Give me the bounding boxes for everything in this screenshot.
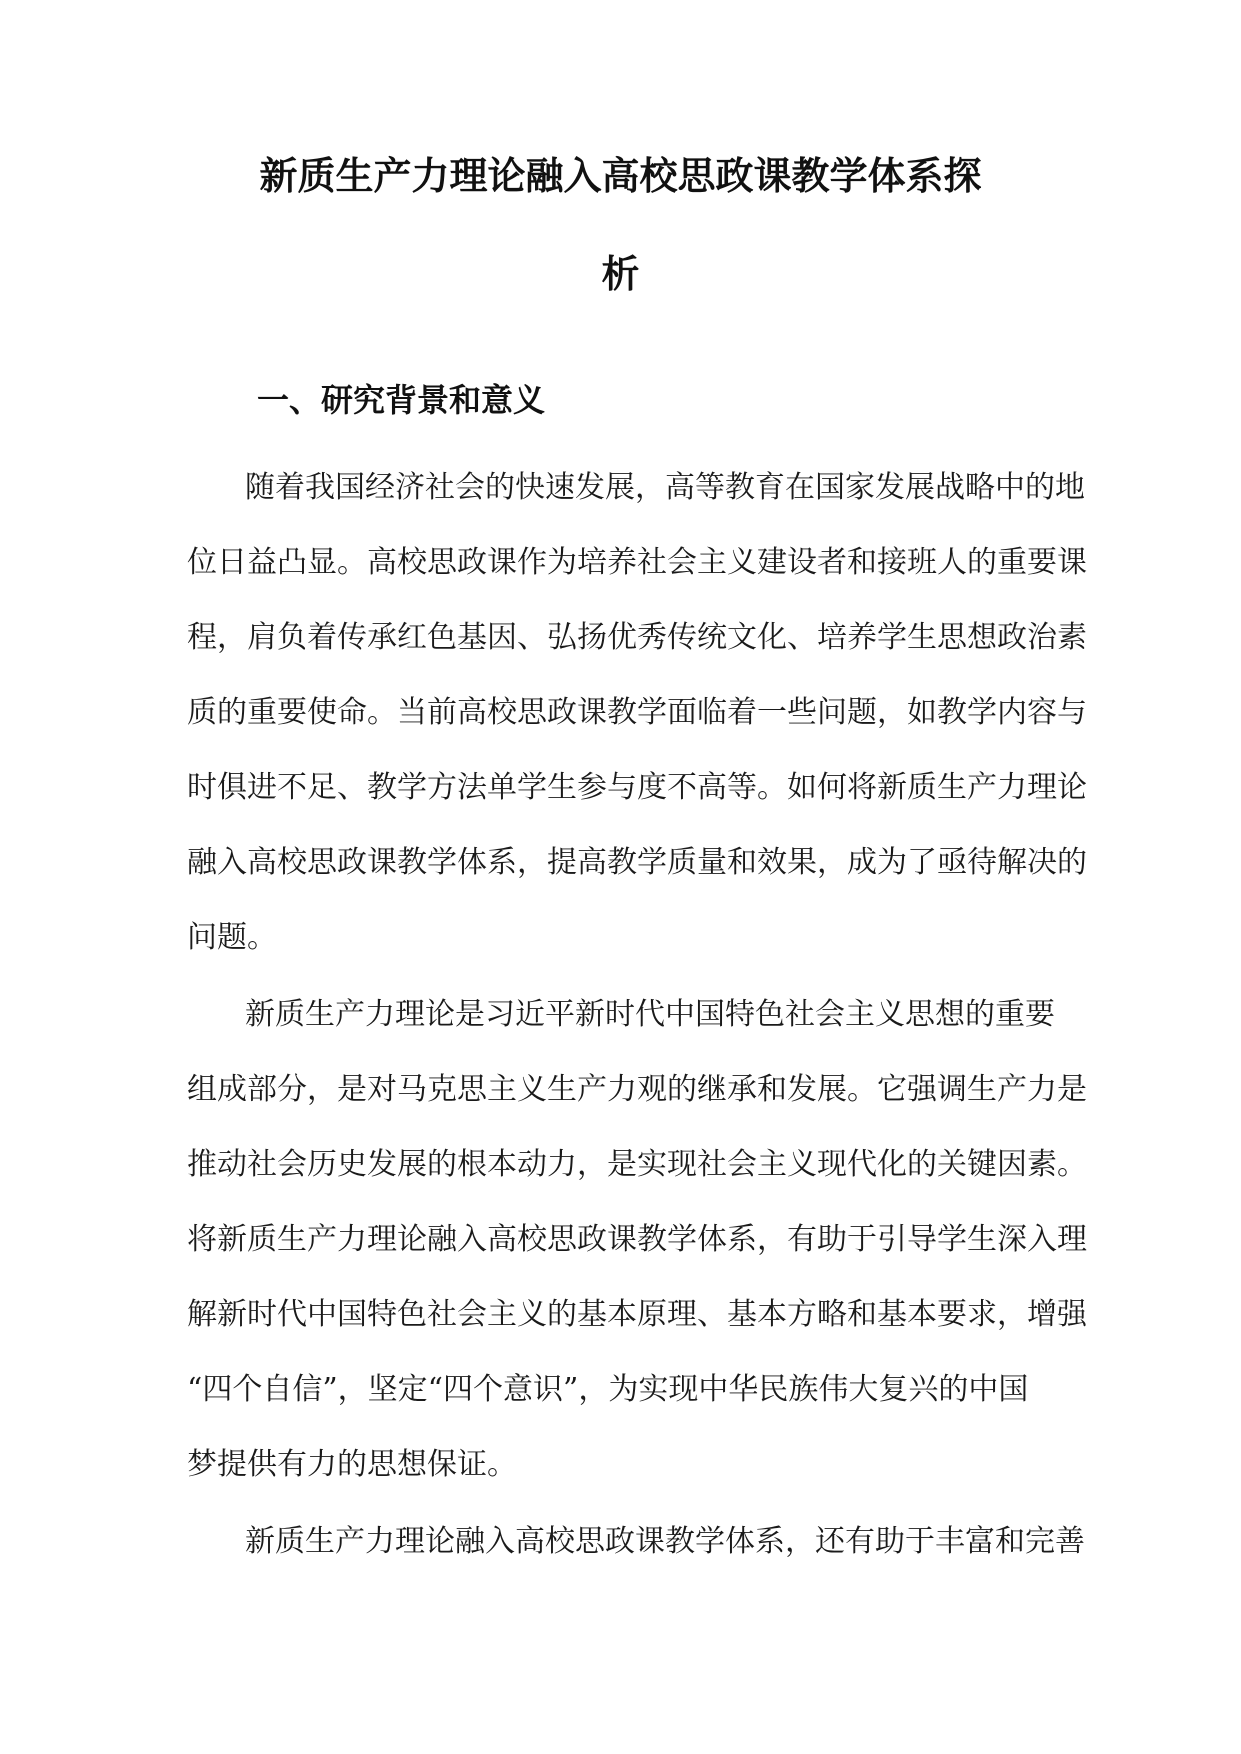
paragraph-2-line-6: “四个自信”，坚定“四个意识”，为实现中华民族伟大复兴的中国	[187, 1372, 1029, 1407]
paragraph-1-line-5: 时俱进不足、教学方法单学生参与度不高等。如何将新质生产力理论	[187, 770, 1087, 805]
paragraph-2-line-2: 组成部分，是对马克思主义生产力观的继承和发展。它强调生产力是	[187, 1072, 1087, 1107]
paragraph-1-line-1: 随着我国经济社会的快速发展，高等教育在国家发展战略中的地	[245, 470, 1085, 505]
paragraph-1-line-6: 融入高校思政课教学体系，提高教学质量和效果，成为了亟待解决的	[187, 845, 1087, 880]
paragraph-2-line-3: 推动社会历史发展的根本动力，是实现社会主义现代化的关键因素。	[187, 1147, 1087, 1182]
section-heading: 一、研究背景和意义	[257, 381, 546, 419]
paragraph-2-line-5: 解新时代中国特色社会主义的基本原理、基本方略和基本要求，增强	[187, 1297, 1087, 1332]
paragraph-1-line-7: 问题。	[187, 920, 277, 955]
document-title-line-2: 析	[601, 251, 640, 296]
paragraph-3-line-1: 新质生产力理论融入高校思政课教学体系，还有助于丰富和完善	[245, 1524, 1085, 1559]
paragraph-2-line-1: 新质生产力理论是习近平新时代中国特色社会主义思想的重要	[245, 997, 1055, 1032]
paragraph-2-line-4: 将新质生产力理论融入高校思政课教学体系，有助于引导学生深入理	[187, 1222, 1087, 1257]
paragraph-2-line-7: 梦提供有力的思想保证。	[187, 1447, 517, 1482]
paragraph-1-line-2: 位日益凸显。高校思政课作为培养社会主义建设者和接班人的重要课	[187, 545, 1087, 580]
document-title-line-1: 新质生产力理论融入高校思政课教学体系探	[259, 153, 982, 198]
paragraph-1-line-4: 质的重要使命。当前高校思政课教学面临着一些问题，如教学内容与	[187, 695, 1087, 730]
paragraph-1-line-3: 程，肩负着传承红色基因、弘扬优秀传统文化、培养学生思想政治素	[187, 620, 1087, 655]
